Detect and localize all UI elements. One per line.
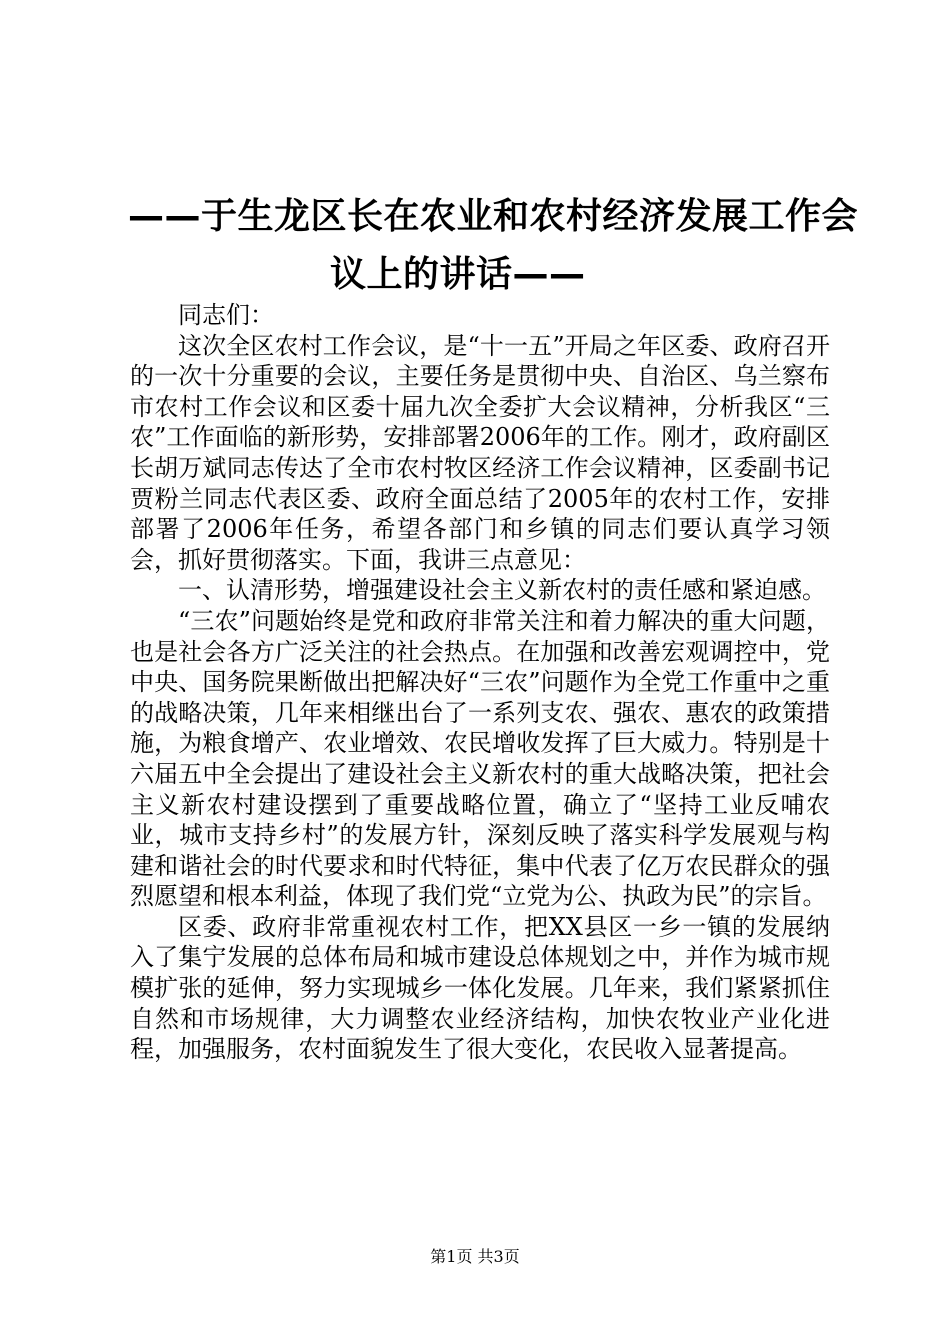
intro-paragraph: 这次全区农村工作会议，是“十一五”开局之年区委、政府召开的一次十分重要的会议，主要任务是贯彻中央、自治区、乌兰察布市农村工作会议和区委十届九次全委扩大会议精神，分析我区“三农”工作面临的新形势，安排部署2006年的工作。刚才，政府副区长胡万斌同志传达了全市农村牧区经济工作会议精神，区委副书记贾粉兰同志代表区委、政府全面总结了2005年的农村工作，安排部署了2006年任务，希望各部门和乡镇的同志们要认真学习领会，抓好贯彻落实。下面，我讲三点意见： — [130, 331, 830, 574]
body-paragraph: 区委、政府非常重视农村工作，把XX县区一乡一镇的发展纳入了集宁发展的总体布局和城市建设总体规划之中，并作为城市规模扩张的延伸，努力实现城乡一体化发展。几年来，我们紧紧抓住自然和市场规律，大力调整农业经济结构，加快农牧业产业化进程，加强服务，农村面貌发生了很大变化，农民收入显著提高。 — [130, 912, 830, 1064]
section-heading-paragraph: 一、认清形势，增强建设社会主义新农村的责任感和紧迫感。 — [178, 576, 826, 605]
document-body — [130, 300, 830, 1065]
salutation-paragraph: 同志们： — [178, 301, 274, 329]
body-paragraph: “三农”问题始终是党和政府非常关注和着力解决的重大问题，也是社会各方广泛关注的社会热点。在加强和改善宏观调控中，党中央、国务院果断做出把解决好“三农”问题作为全党工作重中之重的战略决策，几年来相继出台了一系列支农、强农、惠农的政策措施，为粮食增产、农业增效、农民增收发挥了巨大威力。特别是十六届五中全会提出了建设社会主义新农村的重大战略决策，把社会主义新农村建设摆到了重要战略位置，确立了“坚持工业反哺农业，城市支持乡村”的发展方针，深刻反映了落实科学发展观与构建和谐社会的时代要求和时代特征，集中代表了亿万农民群众的强烈愿望和根本利益，体现了我们党“立党为公、执政为民”的宗旨。 — [130, 606, 830, 911]
document-title-line-1: ——于生龙区长在农业和农村经济发展工作会 — [128, 196, 859, 237]
page-number-footer: 第1页 共3页 — [430, 1247, 520, 1266]
document-title-line-2: 议上的讲话—— — [330, 254, 586, 295]
